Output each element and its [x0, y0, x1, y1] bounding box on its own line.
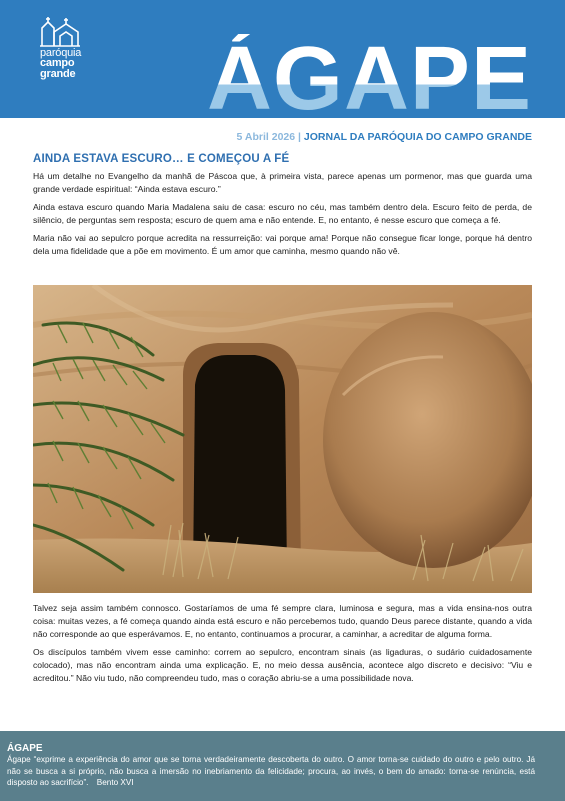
- logo-text-campo: campo: [40, 57, 75, 69]
- empty-tomb-photo: [33, 285, 532, 593]
- footer-quote: [7, 754, 535, 789]
- paragraph: Ainda estava escuro quando Maria Madalena saiu de casa: escuro no céu, mas também dentro dela. Escuro feito de perda, de silêncio, de perguntas sem resposta; escuro de quem ama e não entende. E, no entanto, é nesse escuro que começa a fé.: [33, 201, 532, 225]
- dateline: [237, 131, 532, 143]
- article-body-bottom: [33, 602, 532, 689]
- quote-author: Bento XVI: [96, 778, 134, 787]
- article-headline: AINDA ESTAVA ESCURO… E COMEÇOU A FÉ: [33, 153, 290, 165]
- paragraph: Os discípulos também vivem esse caminho: correm ao sepulcro, encontram sinais (as ligaduras, o sudário cuidadosamente colocado), mas não encontram ainda uma explicação. E, no meio dessa ausência, acontece algo discreto e decisivo: “Viu e acreditou.” Não viu tudo, não compreendeu tudo, mas o coração abriu-se a uma possibilidade nova.: [33, 646, 532, 683]
- logo-text-grande: grande: [40, 68, 76, 80]
- paragraph: Talvez seja assim também connosco. Gostaríamos de uma fé sempre clara, luminosa e segura, mas a vida ensina-nos outra coisa: muitas vezes, a fé começa quando ainda está escuro e não percebemos tudo, quando Deus parece distante, quando a vida não corresponde ao que esperávamos. E, no entanto, continuamos a procurar, a caminhar, a acreditar de alguma forma.: [33, 603, 532, 639]
- masthead-title: ÁGAPE: [206, 29, 532, 129]
- issue-date: 5 Abril 2026: [236, 131, 296, 143]
- footer-title: ÁGAPE: [7, 743, 43, 754]
- dateline-separator: |: [298, 131, 301, 143]
- paragraph: Maria não vai ao sepulcro porque acredita na ressurreição: vai porque ama! Porque não consegue ficar longe, porque há dentro dela uma fidelidade que a põe em movimento. É um amor que caminha, mesmo quando não vê.: [33, 232, 532, 256]
- paragraph: Há um detalhe no Evangelho da manhã de Páscoa que, à primeira vista, parece apenas um pormenor, mas que guarda uma grande verdade espiritual: “Ainda estava escuro.”: [33, 171, 532, 194]
- publication-name: JORNAL DA PARÓQUIA DO CAMPO GRANDE: [303, 131, 532, 143]
- logo-text-paroquia: paróquia: [40, 47, 82, 59]
- quote-text: Ágape “exprime a experiência do amor que se torna verdadeiramente descoberta do outro. O amor torna-se cuidado do outro e pelo outro. Já não se busca a si próprio, não busca a imersão no inebriamento da felicidade; procura, ao invés, o bem do amado: torna-se renúncia, está disposto ao sacrifício”.: [7, 755, 535, 787]
- article-body-top: [33, 170, 532, 262]
